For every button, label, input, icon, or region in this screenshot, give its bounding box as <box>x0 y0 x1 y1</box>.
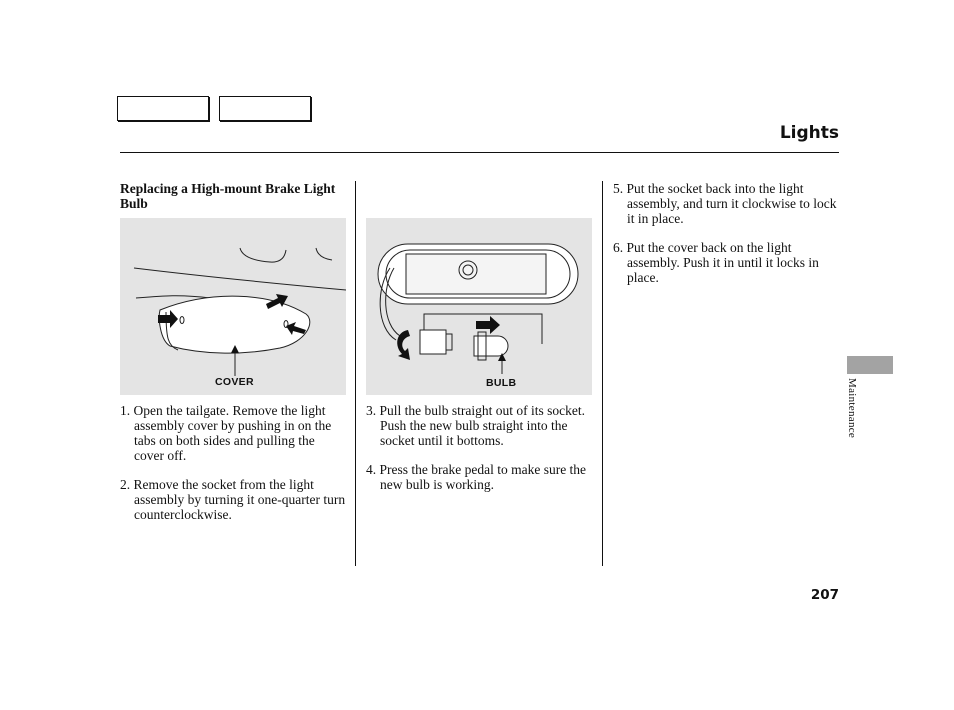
nav-button-1[interactable] <box>117 96 209 121</box>
page-title: Lights <box>779 123 839 143</box>
cover-label: COVER <box>215 376 254 388</box>
column-divider-1 <box>355 181 356 566</box>
bulb-illustration <box>366 218 592 395</box>
column-divider-2 <box>602 181 603 566</box>
section-tab[interactable] <box>847 356 893 374</box>
cover-illustration <box>120 218 346 395</box>
step-2: 2. Remove the socket from the light assembly by turning it one-quarter turn counterclockwise. <box>120 477 346 522</box>
bulb-label: BULB <box>486 377 517 389</box>
section-tab-label: Maintenance <box>846 378 858 439</box>
step-6: 6. Put the cover back on the light assembly. Push it in until it locks in place. <box>613 240 819 285</box>
page-number: 207 <box>810 587 839 603</box>
header-rule <box>120 152 839 153</box>
section-title: Replacing a High-mount Brake Light Bulb <box>120 181 336 211</box>
step-1: 1. Open the tailgate. Remove the light assembly cover by pushing in on the tabs on both sides and pulling the cover off. <box>120 403 332 463</box>
step-3: 3. Pull the bulb straight out of its socket. Push the new bulb straight into the socket until it bottoms. <box>366 403 585 448</box>
step-4: 4. Press the brake pedal to make sure the new bulb is working. <box>366 462 587 492</box>
step-5: 5. Put the socket back into the light assembly, and turn it clockwise to lock it in place. <box>613 181 837 226</box>
bulb-drawing <box>366 218 592 395</box>
nav-button-2[interactable] <box>219 96 311 121</box>
cover-drawing <box>120 218 346 395</box>
